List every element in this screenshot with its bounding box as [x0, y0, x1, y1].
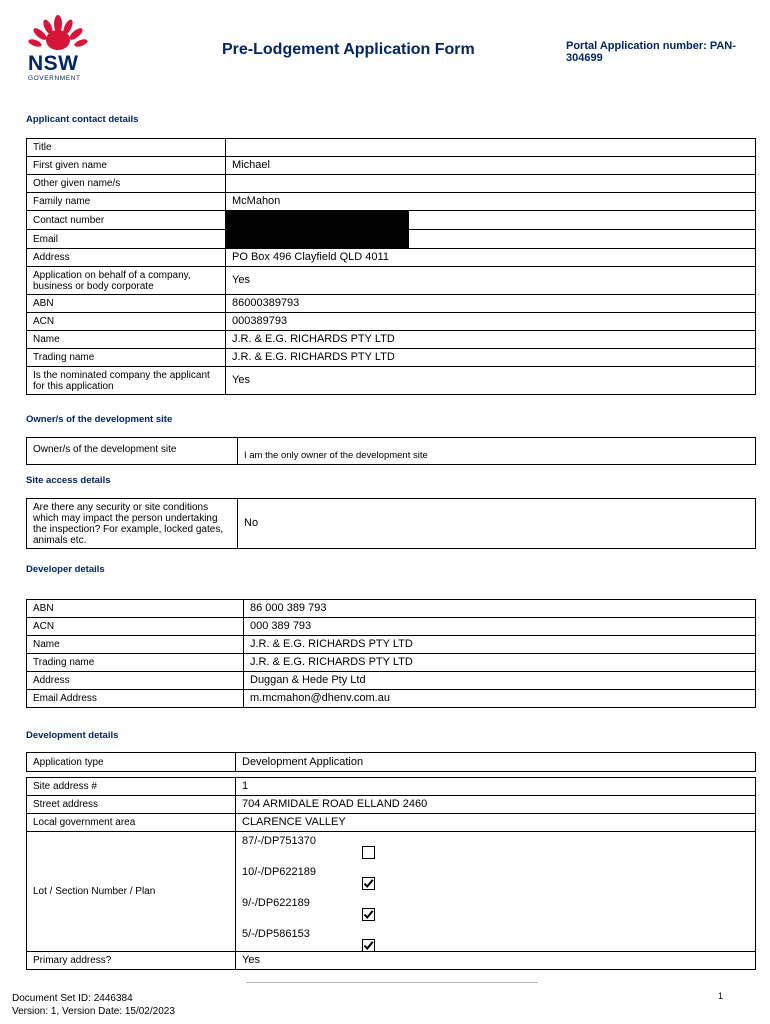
applicant-table — [26, 138, 756, 395]
row-value: 704 ARMIDALE ROAD ELLAND 2460 — [236, 796, 756, 814]
row-label: Application on behalf of a company, business or body corporate — [27, 267, 226, 295]
table-row — [27, 157, 756, 175]
row-value: 000 389 793 — [244, 618, 756, 636]
table-row — [27, 672, 756, 690]
row-label: Is the nominated company the applicant for this application — [27, 367, 226, 395]
checkmark-icon — [363, 878, 374, 889]
row-label: ABN — [27, 295, 226, 313]
row-value: McMahon — [226, 193, 756, 211]
applicant-heading: Applicant contact details — [26, 114, 139, 125]
row-label: Are there any security or site conditions which may impact the person undertaking the inspection? For example, locked gates, animals etc. — [27, 499, 238, 549]
row-value — [226, 139, 756, 157]
row-label: Primary address? — [27, 952, 236, 970]
table-row — [27, 636, 756, 654]
table-row — [27, 690, 756, 708]
development-table — [26, 752, 756, 970]
table-row — [27, 832, 756, 952]
site-access-table — [26, 498, 756, 549]
checkmark-icon — [363, 940, 374, 951]
row-label: ABN — [27, 600, 244, 618]
row-label: First given name — [27, 157, 226, 175]
row-label: Application type — [27, 753, 236, 772]
table-row — [27, 230, 756, 249]
row-value: m.mcmahon@dhenv.com.au — [244, 690, 756, 708]
developer-table — [26, 599, 756, 708]
row-label: Title — [27, 139, 226, 157]
document-version: Version: 1, Version Date: 15/02/2023 — [12, 1006, 175, 1017]
row-value: PO Box 496 Clayfield QLD 4011 — [226, 249, 756, 267]
redaction-box — [226, 230, 409, 248]
developer-heading: Developer details — [26, 564, 105, 575]
logo-wordmark: NSW — [28, 52, 79, 75]
portal-application-number: Portal Application number: PAN-304699 — [566, 40, 736, 64]
table-row — [27, 753, 756, 772]
row-label: Address — [27, 672, 244, 690]
table-row — [27, 814, 756, 832]
owners-table — [26, 437, 756, 465]
lot-checkbox[interactable] — [362, 908, 375, 921]
table-row — [27, 618, 756, 636]
lot-checkbox[interactable] — [362, 846, 375, 859]
lot-value: 87/-/DP751370 — [242, 835, 316, 847]
table-row — [27, 796, 756, 814]
row-label: Contact number — [27, 211, 226, 230]
row-label: ACN — [27, 313, 226, 331]
table-row — [27, 249, 756, 267]
table-row — [27, 193, 756, 211]
row-label: Name — [27, 331, 226, 349]
table-row — [27, 313, 756, 331]
row-value: Duggan & Hede Pty Ltd — [244, 672, 756, 690]
table-row — [27, 267, 756, 295]
row-value — [226, 175, 756, 193]
row-label: Local government area — [27, 814, 236, 832]
table-row — [27, 778, 756, 796]
owners-heading: Owner/s of the development site — [26, 414, 173, 425]
lot-value: 5/-/DP586153 — [242, 928, 310, 940]
row-value: 1 — [236, 778, 756, 796]
lot-checkbox[interactable] — [362, 939, 375, 952]
row-label: Trading name — [27, 654, 244, 672]
development-heading: Development details — [26, 730, 119, 741]
table-row — [27, 952, 756, 970]
row-value: J.R. & E.G. RICHARDS PTY LTD — [226, 349, 756, 367]
row-value: 86 000 389 793 — [244, 600, 756, 618]
row-label: Site address # — [27, 778, 236, 796]
lot-checkbox[interactable] — [362, 877, 375, 890]
row-label: Other given name/s — [27, 175, 226, 193]
row-value: 000389793 — [226, 313, 756, 331]
row-label: Family name — [27, 193, 226, 211]
lot-list — [236, 832, 756, 952]
table-row — [27, 654, 756, 672]
row-label: Street address — [27, 796, 236, 814]
row-label: Email — [27, 230, 226, 249]
table-row — [27, 139, 756, 157]
row-value: CLARENCE VALLEY — [236, 814, 756, 832]
row-label: ACN — [27, 618, 244, 636]
table-row — [27, 211, 756, 230]
row-value: Michael — [226, 157, 756, 175]
row-value: 86000389793 — [226, 295, 756, 313]
row-value: I am the only owner of the development site — [238, 438, 756, 465]
row-value — [226, 230, 756, 249]
lot-value: 10/-/DP622189 — [242, 866, 316, 878]
site-access-heading: Site access details — [26, 475, 111, 486]
row-value: Development Application — [236, 753, 756, 772]
table-row — [27, 438, 756, 465]
table-row — [27, 331, 756, 349]
redaction-box — [226, 211, 409, 229]
row-value: Yes — [226, 267, 756, 295]
table-row — [27, 349, 756, 367]
lot-value: 9/-/DP622189 — [242, 897, 310, 909]
row-value: Yes — [226, 367, 756, 395]
table-row — [27, 367, 756, 395]
document-set-id: Document Set ID: 2446384 — [12, 993, 133, 1004]
row-label: Trading name — [27, 349, 226, 367]
row-label: Owner/s of the development site — [27, 438, 238, 465]
footer-divider — [246, 982, 538, 983]
table-row — [27, 600, 756, 618]
form-title: Pre-Lodgement Application Form — [222, 41, 475, 58]
page-number: 1 — [718, 991, 724, 1001]
row-value: J.R. & E.G. RICHARDS PTY LTD — [244, 654, 756, 672]
row-value: J.R. & E.G. RICHARDS PTY LTD — [226, 331, 756, 349]
table-row — [27, 175, 756, 193]
logo-subtext: GOVERNMENT — [28, 75, 81, 82]
row-value: Yes — [236, 952, 756, 970]
checkmark-icon — [363, 909, 374, 920]
row-label: Address — [27, 249, 226, 267]
row-label: Lot / Section Number / Plan — [27, 832, 236, 952]
row-value: J.R. & E.G. RICHARDS PTY LTD — [244, 636, 756, 654]
row-label: Email Address — [27, 690, 244, 708]
table-row — [27, 499, 756, 549]
row-value: No — [238, 499, 756, 549]
row-label: Name — [27, 636, 244, 654]
row-value — [226, 211, 756, 230]
table-row — [27, 295, 756, 313]
